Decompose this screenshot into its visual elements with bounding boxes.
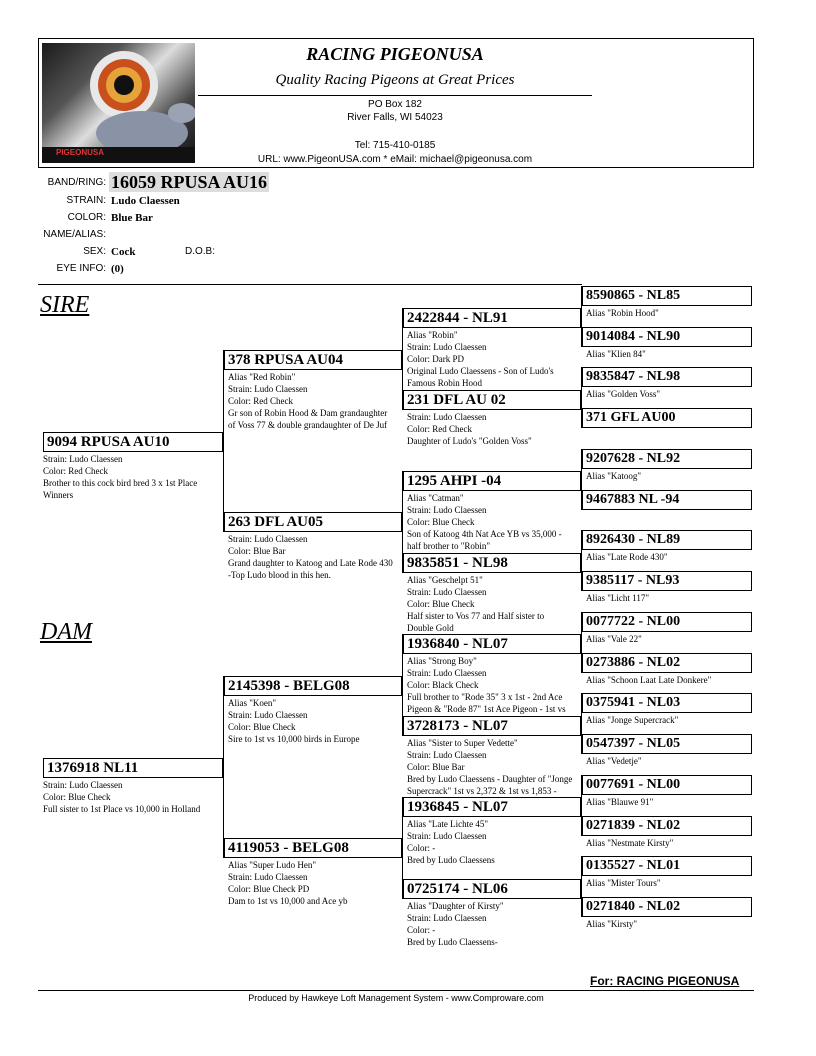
gen4-alias: Alias "Jonge Supercrack": [586, 715, 679, 725]
grandparent-details: [228, 533, 402, 581]
detail-line: Supercrack" 1st vs 2,372 & 1st vs 1,853 -: [407, 786, 557, 796]
detail-line: Alias "Koen": [228, 698, 277, 708]
detail-line: Strain: Ludo Claessen: [228, 710, 308, 720]
detail-line: Alias "Daughter of Kirsty": [407, 901, 504, 911]
detail-line: half brother to "Robin": [407, 541, 491, 551]
gen4-band: 0273886 - NL02: [582, 653, 752, 673]
header-divider: [198, 95, 592, 96]
gen4-band: 9385117 - NL93: [582, 571, 752, 591]
grandparent-band: 4119053 - BELG08: [224, 838, 402, 858]
website-email: URL: www.PigeonUSA.com * eMail: michael@pigeonusa.com: [257, 154, 533, 165]
great-grandparent-band: 231 DFL AU 02: [403, 390, 581, 410]
eye-info-value: (0): [111, 263, 124, 275]
band-value: 16059 RPUSA AU16: [111, 172, 268, 192]
dob-label: D.O.B:: [185, 246, 216, 257]
detail-line: Alias "Geschelpt 51": [407, 575, 483, 585]
great-grandparent-band: 1295 AHPI -04: [403, 471, 581, 491]
gen4-band: 0135527 - NL01: [582, 856, 752, 876]
gen4-band: 9207628 - NL92: [582, 449, 752, 469]
detail-line: Sire to 1st vs 10,000 birds in Europe: [228, 734, 360, 744]
sire-heading: SIRE: [40, 292, 90, 318]
detail-line: Strain: Ludo Claessen: [407, 587, 487, 597]
grandparent-details: [228, 697, 402, 745]
detail-line: Original Ludo Claessens - Son of Ludo's: [407, 366, 554, 376]
great-grandparent-details: [407, 655, 581, 715]
sire-detail-line: Strain: Ludo Claessen: [43, 454, 123, 464]
detail-line: Strain: Ludo Claessen: [228, 872, 308, 882]
sire-detail-line: Color: Red Check: [43, 466, 108, 476]
strain-value: Ludo Claessen: [111, 195, 180, 207]
grandparent-details: [228, 371, 402, 431]
eye-info-label: EYE INFO:: [56, 263, 106, 274]
gen4-alias: Alias "Vale 22": [586, 634, 642, 644]
gen4-alias: Alias "Licht 117": [586, 593, 650, 603]
gen4-alias: Alias "Katoog": [586, 471, 642, 481]
gen4-band: 371 GFL AU00: [582, 408, 752, 428]
detail-line: Color: -: [407, 925, 436, 935]
grandparent-band: 378 RPUSA AU04: [224, 350, 402, 370]
detail-line: Strain: Ludo Claessen: [407, 831, 487, 841]
gen4-alias: Alias "Late Rode 430": [586, 552, 668, 562]
detail-line: Color: -: [407, 843, 436, 853]
detail-line: Color: Blue Check PD: [228, 884, 310, 894]
detail-line: Color: Blue Bar: [228, 546, 286, 556]
gen4-band: 0375941 - NL03: [582, 693, 752, 713]
gen4-band: 0077722 - NL00: [582, 612, 752, 632]
company-name: RACING PIGEONUSA: [306, 44, 484, 64]
detail-line: Dam to 1st vs 10,000 and Ace yb: [228, 896, 348, 906]
gen4-alias: Alias "Golden Voss": [586, 389, 661, 399]
address-line-1: PO Box 182: [368, 99, 422, 110]
sex-value: Cock: [111, 246, 136, 258]
logo-text: PIGEONUSA: [56, 148, 105, 157]
detail-line: Gr son of Robin Hood & Dam grandaughter: [228, 408, 388, 418]
great-grandparent-band: 3728173 - NL07: [403, 716, 581, 736]
detail-line: Full brother to "Rode 35" 3 x 1st - 2nd Ace: [407, 692, 563, 702]
sire-detail-line: Winners: [43, 490, 74, 500]
grandparent-band: 2145398 - BELG08: [224, 676, 402, 696]
great-grandparent-details: [407, 737, 581, 797]
detail-line: Bred by Ludo Claessens-: [407, 937, 498, 947]
detail-line: Alias "Catman": [407, 493, 464, 503]
gen4-alias: Alias "Blauwe 91": [586, 797, 654, 807]
detail-line: Pigeon & "Rode 87" 1st Ace Pigeon - 1st vs: [407, 704, 566, 714]
detail-line: Daughter of Ludo's "Golden Voss": [407, 436, 532, 446]
detail-line: Strain: Ludo Claessen: [407, 412, 487, 422]
detail-line: Half sister to Vos 77 and Half sister to: [407, 611, 545, 621]
detail-line: Color: Blue Check: [407, 599, 475, 609]
gen4-alias: Alias "Schoon Laat Late Donkere": [586, 675, 712, 685]
great-grandparent-band: 1936845 - NL07: [403, 797, 581, 817]
gen4-alias: Alias "Kirsty": [586, 919, 638, 929]
detail-line: Color: Dark PD: [407, 354, 464, 364]
detail-line: Son of Katoog 4th Nat Ace YB vs 35,000 -: [407, 529, 562, 539]
detail-line: Famous Robin Hood: [407, 378, 483, 388]
connector-line: [223, 350, 224, 532]
name-alias-label: NAME/ALIAS:: [43, 229, 106, 240]
gen4-alias: Alias "Vedetje": [586, 756, 642, 766]
address-line-2: River Falls, WI 54023: [347, 112, 443, 123]
produced-by: Produced by Hawkeye Loft Management System - www.Comproware.com: [248, 993, 544, 1003]
gen4-band: 9014084 - NL90: [582, 327, 752, 347]
great-grandparent-details: [407, 411, 581, 447]
gen4-band: 0547397 - NL05: [582, 734, 752, 754]
gen4-alias: Alias "Klien 84": [586, 349, 646, 359]
detail-line: Double Gold: [407, 623, 454, 633]
pedigree-top-rule: [38, 284, 582, 285]
gen4-band: 9835847 - NL98: [582, 367, 752, 387]
great-grandparent-details: [407, 818, 581, 866]
great-grandparent-band: 9835851 - NL98: [403, 553, 581, 573]
great-grandparent-band: 1936840 - NL07: [403, 634, 581, 654]
detail-line: Color: Red Check: [407, 424, 472, 434]
dam-heading: DAM: [40, 619, 92, 645]
detail-line: -Top Ludo blood in this hen.: [228, 570, 331, 580]
dam-detail-line: Color: Blue Check: [43, 792, 111, 802]
dam-details: [43, 779, 223, 815]
detail-line: Alias "Sister to Super Vedette": [407, 738, 518, 748]
detail-line: Color: Black Check: [407, 680, 479, 690]
sire-details: [43, 453, 223, 501]
great-grandparent-details: [407, 574, 581, 634]
dam-detail-line: Strain: Ludo Claessen: [43, 780, 123, 790]
detail-line: of Voss 77 & double grandaughter of De Juf: [228, 420, 388, 430]
gen4-band: 0271840 - NL02: [582, 897, 752, 917]
dam-detail-line: Full sister to 1st Place vs 10,000 in Holland: [43, 804, 201, 814]
gen4-band: 0077691 - NL00: [582, 775, 752, 795]
gen4-band: 9467883 NL -94: [582, 490, 752, 510]
band-label: BAND/RING:: [47, 177, 106, 188]
great-grandparent-band: 0725174 - NL06: [403, 879, 581, 899]
grandparent-details: [228, 859, 402, 907]
great-grandparent-details: [407, 900, 581, 948]
detail-line: Color: Blue Bar: [407, 762, 465, 772]
detail-line: Strain: Ludo Claessen: [407, 750, 487, 760]
detail-line: Bred by Ludo Claessens - Daughter of "Jonge: [407, 774, 573, 784]
detail-line: Strain: Ludo Claessen: [228, 534, 308, 544]
detail-line: Color: Red Check: [228, 396, 293, 406]
dam-band: 1376918 NL11: [43, 758, 223, 778]
great-grandparent-details: [407, 492, 581, 552]
detail-line: Alias "Robin": [407, 330, 458, 340]
gen4-band: 0271839 - NL02: [582, 816, 752, 836]
detail-line: Color: Blue Check: [407, 517, 475, 527]
gen4-alias: Alias "Mister Tours": [586, 878, 661, 888]
gen4-alias: Alias "Nestmate Kirsty": [586, 838, 674, 848]
detail-line: Color: Blue Check: [228, 722, 296, 732]
pigeon-eye-icon: [42, 43, 195, 163]
detail-line: Alias "Red Robin": [228, 372, 296, 382]
strain-label: STRAIN:: [66, 195, 106, 206]
detail-line: Strain: Ludo Claessen: [407, 342, 487, 352]
detail-line: Alias "Late Lichte 45": [407, 819, 489, 829]
detail-line: Strain: Ludo Claessen: [407, 668, 487, 678]
great-grandparent-details: [407, 329, 581, 389]
gen4-band: 8590865 - NL85: [582, 286, 752, 306]
detail-line: Strain: Ludo Claessen: [228, 384, 308, 394]
gen4-band: 8926430 - NL89: [582, 530, 752, 550]
for-owner: For: RACING PIGEONUSA: [590, 974, 740, 988]
color-label: COLOR:: [67, 212, 106, 223]
detail-line: Grand daughter to Katoog and Late Rode 430: [228, 558, 393, 568]
detail-line: Strain: Ludo Claessen: [407, 505, 487, 515]
sire-band: 9094 RPUSA AU10: [43, 432, 223, 452]
color-value: Blue Bar: [111, 212, 153, 224]
sire-detail-line: Brother to this cock bird bred 3 x 1st Place: [43, 478, 198, 488]
footer-rule: [38, 990, 754, 991]
sex-label: SEX:: [83, 246, 106, 257]
tagline: Quality Racing Pigeons at Great Prices: [275, 72, 515, 88]
connector-line: [223, 676, 224, 858]
detail-line: Alias "Strong Boy": [407, 656, 477, 666]
detail-line: Bred by Ludo Claessens: [407, 855, 495, 865]
grandparent-band: 263 DFL AU05: [224, 512, 402, 532]
great-grandparent-band: 2422844 - NL91: [403, 308, 581, 328]
logo: [42, 43, 195, 163]
detail-line: Strain: Ludo Claessen: [407, 913, 487, 923]
telephone: Tel: 715-410-0185: [354, 140, 436, 151]
detail-line: Alias "Super Ludo Hen": [228, 860, 317, 870]
gen4-alias: Alias "Robin Hood": [586, 308, 659, 318]
